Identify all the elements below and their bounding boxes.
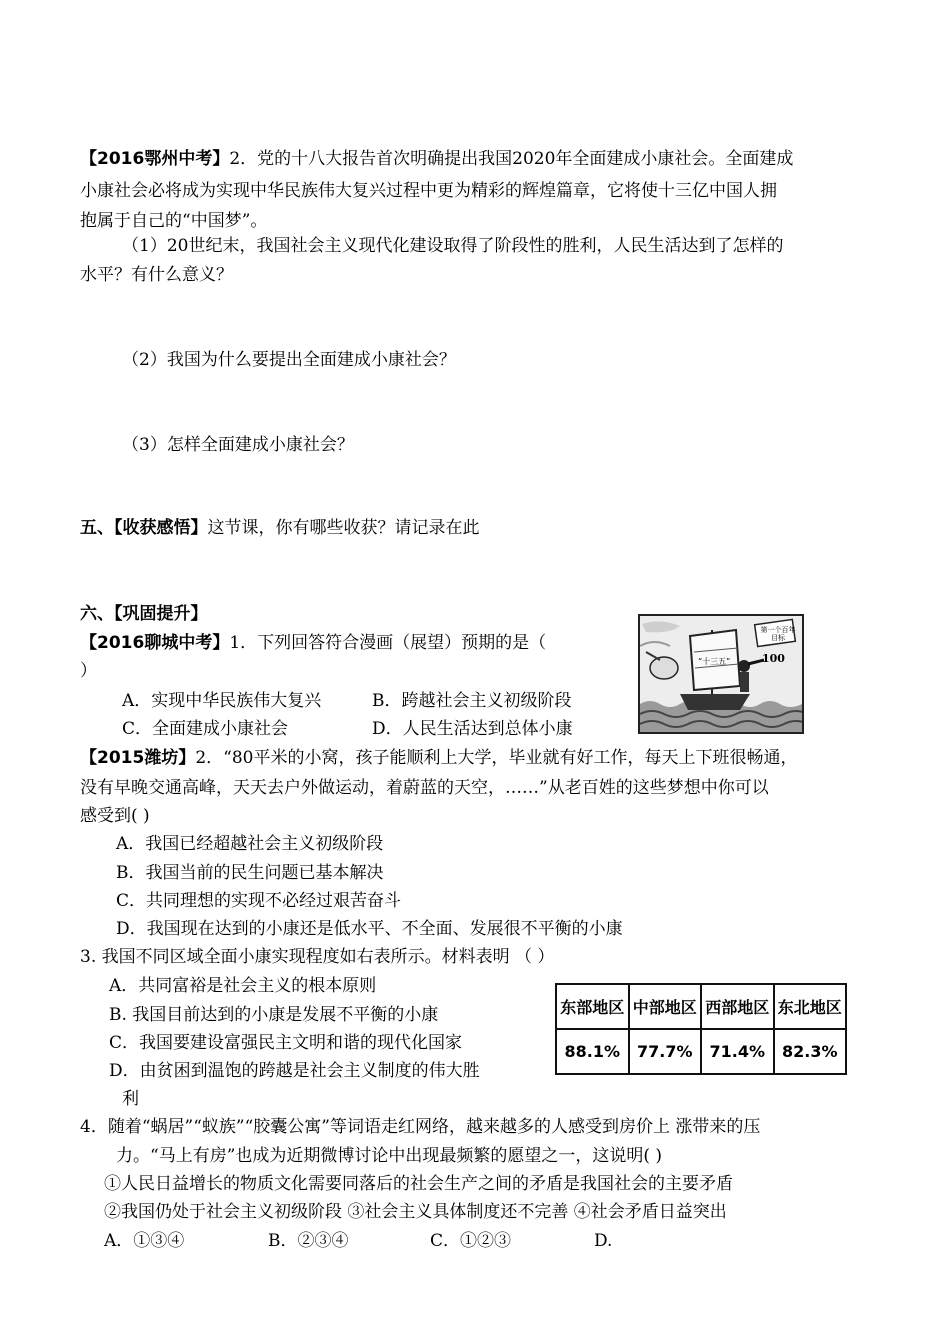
question-4-line1: 4．随着“蜗居”“蚁族”“胶囊公寓”等词语走红网络，越来越多的人感受到房价上 涨带来的压 [80, 1117, 761, 1137]
cartoon-sail-text: “十三五” [698, 657, 731, 666]
table-cell: 71.4% [701, 1029, 774, 1074]
source-tag: 【2015潍坊】 [80, 748, 196, 768]
table-cell: 88.1% [556, 1029, 629, 1074]
question-weifang-line1: 【2015潍坊】2．“80平米的小窝，孩子能顺利上大学，毕业就有好工作，每天上下班很畅通， [80, 748, 798, 768]
table-header-row [556, 984, 846, 1029]
question-weifang-line2: 没有早晚交通高峰，天天去户外做运动，着蔚蓝的天空，……”从老百姓的这些梦想中你可以 [80, 778, 769, 798]
option-d-line2: 利 [122, 1089, 139, 1109]
option-c: C．我国要建设富强民主文明和谐的现代化国家 [109, 1033, 463, 1053]
subquestion-2: （2）我国为什么要提出全面建成小康社会？ [122, 350, 456, 370]
option-b: B．我国当前的民生问题已基本解决 [116, 863, 384, 883]
table-header-cell: 西部地区 [701, 984, 774, 1029]
table-header-cell: 东北地区 [774, 984, 847, 1029]
subquestion-1-line2: 水平？有什么意义？ [80, 265, 233, 285]
region-xiaokang-table [555, 983, 847, 1075]
option-a: A．共同富裕是社会主义的根本原则 [109, 976, 377, 996]
question-weifang-line3: 感受到( ) [80, 806, 150, 826]
option-a: A．①③④ [104, 1231, 185, 1251]
option-a: A．我国已经超越社会主义初级阶段 [116, 834, 384, 854]
table-cell: 77.7% [629, 1029, 702, 1074]
statement-1: ①人民日益增长的物质文化需要同落后的社会生产之间的矛盾是我国社会的主要矛盾 [104, 1174, 733, 1194]
question-ezhou-line2: 小康社会必将成为实现中华民族伟大复兴过程中更为精彩的辉煌篇章，它将使十三亿中国人拥 [80, 181, 777, 201]
cartoon-number: 100 [762, 652, 785, 665]
option-d: D．人民生活达到总体小康 [372, 719, 573, 739]
section-6-heading: 六、【巩固提升】 [80, 604, 208, 624]
option-d: D. [594, 1231, 613, 1251]
source-tag: 【2016鄂州中考】 [80, 149, 230, 169]
cartoon-sign-text: 第一个百年目标 [760, 626, 796, 642]
option-c: C．①②③ [430, 1231, 512, 1251]
source-tag: 【2016聊城中考】 [80, 633, 230, 653]
cartoon-image [638, 614, 804, 734]
subquestion-1-line1: （1）20世纪末，我国社会主义现代化建设取得了阶段性的胜利，人民生活达到了怎样的 [122, 236, 784, 256]
question-ezhou-line1: 【2016鄂州中考】2．党的十八大报告首次明确提出我国2020年全面建成小康社会。全面建成 [80, 149, 794, 169]
option-a: A．实现中华民族伟大复兴 [122, 691, 322, 711]
table-row [556, 1029, 846, 1074]
subquestion-3: （3）怎样全面建成小康社会？ [122, 435, 354, 455]
question-liaocheng-stem: 【2016聊城中考】1．下列回答符合漫画（展望）预期的是（ [80, 633, 547, 653]
question-liaocheng-stem-end: ） [80, 661, 97, 681]
section-5-text: 这节课，你有哪些收获？请记录在此 [207, 518, 480, 538]
section-5-heading: 五、【收获感悟】 [80, 518, 208, 538]
option-b: B．跨越社会主义初级阶段 [372, 691, 572, 711]
question-4-line2: 力。“马上有房”也成为近期微博讨论中出现最频繁的愿望之一，这说明( ) [116, 1146, 663, 1166]
option-d: D．我国现在达到的小康还是低水平、不全面、发展很不平衡的小康 [116, 919, 623, 939]
table-cell: 82.3% [774, 1029, 847, 1074]
option-d-line1: D．由贫困到温饱的跨越是社会主义制度的伟大胜 [109, 1061, 480, 1081]
option-c: C．共同理想的实现不必经过艰苦奋斗 [116, 891, 402, 911]
question-3-stem: 3. 我国不同区域全面小康实现程度如右表所示。材料表明 （ ） [80, 947, 555, 967]
question-ezhou-line3: 抱属于自己的“中国梦”。 [80, 211, 268, 231]
table-header-cell: 东部地区 [556, 984, 629, 1029]
option-c: C．全面建成小康社会 [122, 719, 289, 739]
statements-2-3-4: ②我国仍处于社会主义初级阶段 ③社会主义具体制度还不完善 ④社会矛盾日益突出 [104, 1202, 727, 1222]
option-b: B. 我国目前达到的小康是发展不平衡的小康 [109, 1005, 439, 1025]
section-5 [80, 517, 480, 539]
option-b: B．②③④ [268, 1231, 349, 1251]
table-header-cell: 中部地区 [629, 984, 702, 1029]
